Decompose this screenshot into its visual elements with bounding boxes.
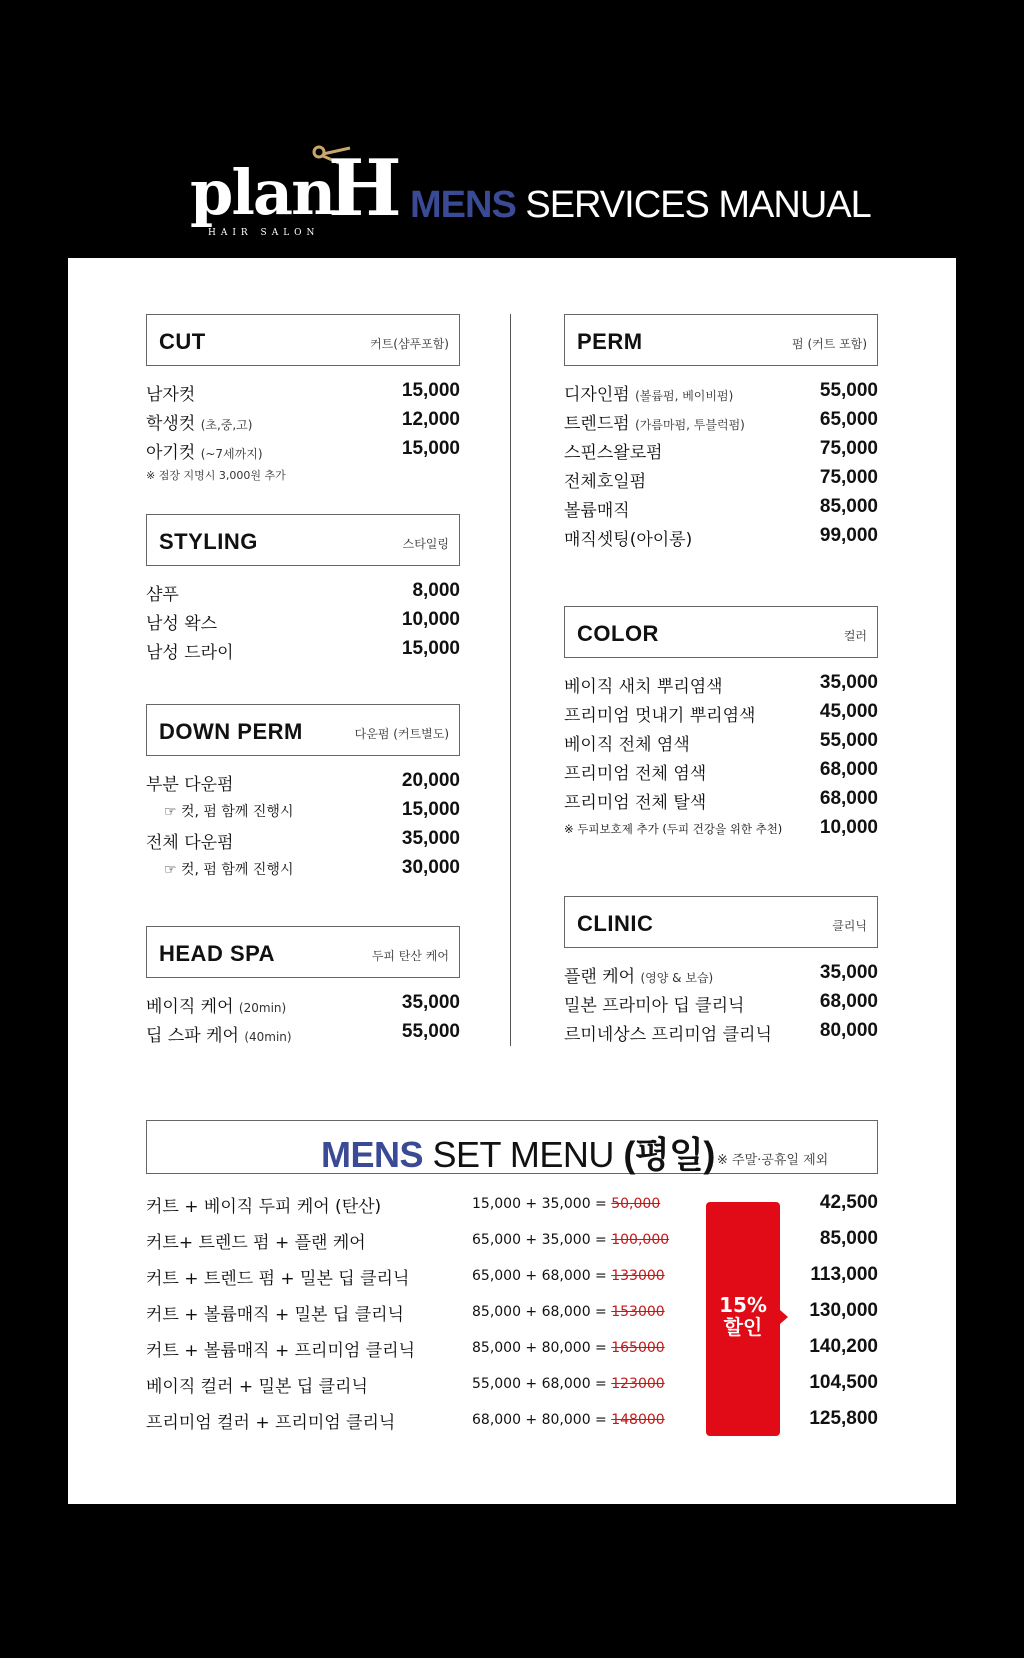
calc-text: 65,000 + 68,000 = [472, 1268, 612, 1284]
downperm-header [146, 704, 460, 756]
menu-card [68, 258, 956, 1504]
item-price: 55,000 [819, 380, 878, 401]
item-price: 12,000 [401, 409, 460, 430]
section-subtitle: 컬러 [843, 629, 867, 643]
item-price: 8,000 [412, 580, 460, 601]
item-name [146, 1021, 292, 1046]
set-name: 프리미엄 컬러 + 프리미엄 클리닉 [146, 1413, 396, 1433]
item-name: 전체호일펌 [564, 472, 647, 492]
section-subtitle: 두피 탄산 케어 [371, 949, 449, 963]
item-name: ☞ 컷, 펌 함께 진행시 [164, 862, 294, 878]
clinic-section [564, 896, 878, 1047]
set-calc [472, 1232, 669, 1248]
list-item [564, 407, 878, 436]
list-item [146, 990, 460, 1019]
item-detail: (20min) [238, 1001, 287, 1015]
discount-label: 할인 [723, 1315, 763, 1339]
item-price: 65,000 [819, 409, 878, 430]
list-item [146, 855, 460, 884]
item-price: 68,000 [819, 788, 878, 809]
set-name: 커트 + 볼륨매직 + 프리미엄 클리닉 [146, 1341, 415, 1361]
set-name: 베이직 컬러 + 밀본 딥 클리닉 [146, 1377, 368, 1397]
item-price: 99,000 [819, 525, 878, 546]
set-calc [472, 1340, 665, 1356]
set-calc [472, 1304, 665, 1320]
final-price: 140,200 [809, 1336, 878, 1357]
section-title: CLINIC [577, 911, 654, 936]
set-menu-header [146, 1120, 878, 1174]
set-exclusion-note: ※ 주말·공휴일 제외 [717, 1153, 829, 1168]
list-item [146, 636, 460, 665]
original-price: 50,000 [611, 1196, 661, 1212]
section-subtitle: 커트(샴푸포함) [370, 337, 449, 351]
page-title [410, 184, 871, 227]
section-title: CUT [159, 329, 206, 354]
item-price: 85,000 [819, 496, 878, 517]
calc-text: 55,000 + 68,000 = [472, 1376, 612, 1392]
original-price: 100,000 [611, 1232, 670, 1248]
discount-text [706, 1294, 780, 1338]
item-price: 35,000 [819, 962, 878, 983]
color-section [564, 606, 878, 844]
item-name: 프리미엄 멋내기 뿌리염색 [564, 706, 756, 726]
set-name: 커트 + 볼륨매직 + 밀본 딥 클리닉 [146, 1305, 404, 1325]
list-item [564, 1018, 878, 1047]
list-item [146, 768, 460, 797]
calc-text: 85,000 + 68,000 = [472, 1304, 612, 1320]
logo-word: plan [190, 156, 335, 229]
section-subtitle: 펌 (커트 포함) [792, 337, 867, 351]
item-price: 55,000 [819, 730, 878, 751]
list-item [146, 607, 460, 636]
calc-text: 85,000 + 80,000 = [472, 1340, 612, 1356]
item-name: 남성 드라이 [146, 643, 234, 663]
item-detail: (가름마펌, 투블럭펌) [635, 418, 745, 432]
item-detail: (볼륨펌, 베이비펌) [635, 389, 734, 403]
item-name: 남성 왁스 [146, 614, 218, 634]
item-name-text: 베이직 케어 [146, 997, 234, 1017]
list-item [564, 494, 878, 523]
set-name: 커트+ 트렌드 펌 + 플랜 케어 [146, 1233, 366, 1253]
original-price: 165000 [611, 1340, 665, 1356]
final-price: 42,500 [819, 1192, 878, 1213]
item-name: 베이직 새치 뿌리염색 [564, 677, 723, 697]
item-name: 볼륨매직 [564, 501, 630, 521]
set-name: 커트 + 베이직 두피 케어 (탄산) [146, 1197, 382, 1217]
perm-section [564, 314, 878, 552]
item-name: 베이직 전체 염색 [564, 735, 690, 755]
discount-badge [706, 1202, 780, 1436]
item-name-text: 학생컷 [146, 414, 196, 434]
column-divider [510, 314, 511, 1046]
item-name: 프리미엄 전체 탈색 [564, 793, 707, 813]
title-rest: SERVICES MANUAL [515, 184, 871, 226]
list-item [564, 378, 878, 407]
item-detail: (초,중,고) [200, 418, 253, 432]
calc-text: 65,000 + 35,000 = [472, 1232, 612, 1248]
color-header [564, 606, 878, 658]
styling-header [146, 514, 460, 566]
item-price: 10,000 [819, 817, 878, 838]
item-name [146, 409, 252, 434]
list-item [564, 728, 878, 757]
list-item [564, 523, 878, 552]
item-price: 80,000 [819, 1020, 878, 1041]
list-item [564, 815, 878, 844]
item-price: 35,000 [401, 828, 460, 849]
item-name: 남자컷 [146, 385, 196, 405]
item-price: 15,000 [401, 799, 460, 820]
original-price: 123000 [611, 1376, 665, 1392]
item-price: 20,000 [401, 770, 460, 791]
set-name: 커트 + 트렌드 펌 + 밀본 딥 클리닉 [146, 1269, 410, 1289]
list-item [564, 989, 878, 1018]
item-name [564, 409, 745, 434]
list-item [564, 436, 878, 465]
list-item [564, 699, 878, 728]
set-title-mid: SET MENU [423, 1134, 624, 1175]
list-item [146, 378, 460, 407]
item-name: ☞ 컷, 펌 함께 진행시 [164, 804, 294, 820]
item-name-text: 디자인펌 [564, 385, 630, 405]
item-name: 프리미엄 전체 염색 [564, 764, 707, 784]
clinic-header [564, 896, 878, 948]
headspa-section [146, 926, 460, 1048]
original-price: 133000 [611, 1268, 665, 1284]
list-item [564, 465, 878, 494]
item-price: 45,000 [819, 701, 878, 722]
item-name-text: 트렌드펌 [564, 414, 630, 434]
item-price: 68,000 [819, 759, 878, 780]
item-name: 르미네상스 프리미엄 클리닉 [564, 1025, 772, 1045]
title-mens: MENS [410, 184, 516, 226]
item-detail: (영양 & 보습) [640, 971, 714, 985]
original-price: 148000 [611, 1412, 665, 1428]
section-title: DOWN PERM [159, 719, 303, 744]
section-subtitle: 스타일링 [402, 537, 449, 551]
cut-note: ※ 점장 지명시 3,000원 추가 [146, 469, 286, 482]
section-subtitle: 클리닉 [832, 919, 867, 933]
item-name: ※ 두피보호제 추가 (두피 건강을 위한 추천) [564, 822, 783, 836]
set-menu-title [321, 1127, 715, 1178]
section-title: HEAD SPA [159, 941, 276, 966]
item-price: 75,000 [819, 467, 878, 488]
list-item [146, 578, 460, 607]
list-item [146, 436, 460, 465]
item-name: 샴푸 [146, 585, 179, 605]
item-name [146, 438, 263, 463]
item-detail: (~7세까지) [200, 447, 263, 461]
item-name-text: 아기컷 [146, 443, 196, 463]
list-item [564, 960, 878, 989]
item-price: 75,000 [819, 438, 878, 459]
headspa-header [146, 926, 460, 978]
section-title: STYLING [159, 529, 258, 554]
section-title: PERM [577, 329, 643, 354]
item-price: 35,000 [401, 992, 460, 1013]
list-item [146, 797, 460, 826]
item-name-text: 딥 스파 케어 [146, 1026, 239, 1046]
list-item [146, 826, 460, 855]
item-price: 15,000 [401, 638, 460, 659]
item-price: 68,000 [819, 991, 878, 1012]
logo-subtitle: HAIR SALON [208, 228, 320, 238]
item-price: 55,000 [401, 1021, 460, 1042]
item-name-text: 플랜 케어 [564, 967, 636, 987]
final-price: 130,000 [809, 1300, 878, 1321]
item-price: 15,000 [401, 380, 460, 401]
item-name: 전체 다운펌 [146, 833, 234, 853]
list-item [146, 407, 460, 436]
item-name: 부분 다운펌 [146, 775, 234, 795]
original-price: 153000 [611, 1304, 665, 1320]
item-name [564, 380, 733, 405]
section-subtitle: 다운펌 (커트별도) [354, 727, 449, 741]
set-calc [472, 1412, 665, 1428]
list-item [564, 670, 878, 699]
salon-logo [190, 140, 402, 240]
calc-text: 68,000 + 80,000 = [472, 1412, 612, 1428]
item-name: 밀본 프라미아 딥 클리닉 [564, 996, 745, 1016]
styling-section [146, 514, 460, 665]
set-calc [472, 1196, 660, 1212]
set-calc [472, 1376, 665, 1392]
item-price: 10,000 [401, 609, 460, 630]
cut-section [146, 314, 460, 483]
set-title-mens: MENS [321, 1134, 424, 1175]
discount-percent: 15% [719, 1293, 767, 1317]
item-name: 스핀스왈로펌 [564, 443, 663, 463]
list-item [146, 1019, 460, 1048]
item-price: 30,000 [401, 857, 460, 878]
item-detail: (40min) [244, 1030, 292, 1044]
final-price: 85,000 [819, 1228, 878, 1249]
downperm-section [146, 704, 460, 884]
set-title-weekday: (평일) [623, 1134, 715, 1175]
item-price: 15,000 [401, 438, 460, 459]
item-name [146, 992, 286, 1017]
logo-h: H [328, 143, 402, 234]
calc-text: 15,000 + 35,000 = [472, 1196, 612, 1212]
perm-header [564, 314, 878, 366]
set-calc [472, 1268, 665, 1284]
section-title: COLOR [577, 621, 659, 646]
final-price: 104,500 [809, 1372, 878, 1393]
final-price: 125,800 [809, 1408, 878, 1429]
item-name: 매직셋팅(아이롱) [564, 530, 693, 550]
cut-header [146, 314, 460, 366]
list-item [564, 786, 878, 815]
final-price: 113,000 [810, 1264, 878, 1285]
item-price: 35,000 [819, 672, 878, 693]
item-name [564, 962, 713, 987]
page-header [190, 140, 890, 240]
list-item [564, 757, 878, 786]
